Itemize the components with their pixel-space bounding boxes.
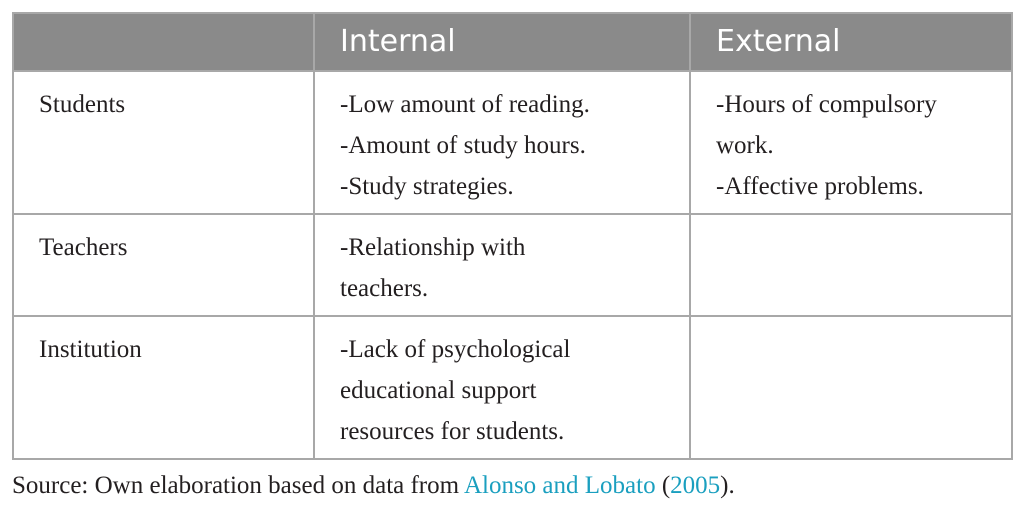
cell-line: -Relationship with (340, 234, 526, 261)
source-open-paren: ( (655, 472, 671, 499)
cell-line: -Amount of study hours. (340, 132, 586, 159)
row-label-institution (13, 316, 314, 459)
source-note (12, 470, 735, 502)
header-empty-cell (13, 13, 314, 71)
external-cell-institution (690, 316, 1012, 459)
table-header (13, 13, 1012, 71)
cell-line: -Lack of psychological (340, 336, 571, 363)
cell-line: -Study strategies. (340, 173, 514, 200)
citation-authors-link[interactable]: Alonso and Lobato (463, 472, 656, 499)
cell-line: -Low amount of reading. (340, 91, 590, 118)
table-row-teachers (13, 214, 1012, 316)
external-cell-teachers (690, 214, 1012, 316)
row-label-text: Institution (39, 336, 142, 363)
table-row-students (13, 71, 1012, 214)
header-external: External (690, 13, 1012, 71)
cell-line: -Hours of compulsory (716, 91, 937, 118)
cell-line: resources for students. (340, 418, 565, 445)
header-row (13, 13, 1012, 71)
internal-cell-students (314, 71, 690, 214)
header-internal: Internal (314, 13, 690, 71)
cell-line: teachers. (340, 275, 429, 302)
factors-table (12, 12, 1013, 460)
cell-line: -Affective problems. (716, 173, 924, 200)
row-label-students (13, 71, 314, 214)
table-row-institution (13, 316, 1012, 459)
source-prefix: Source: Own elaboration based on data from (12, 472, 464, 499)
citation-year-link[interactable]: 2005 (670, 472, 721, 499)
row-label-teachers (13, 214, 314, 316)
internal-cell-teachers (314, 214, 690, 316)
cell-line: educational support (340, 377, 537, 404)
internal-cell-institution (314, 316, 690, 459)
source-close: ). (720, 472, 735, 499)
row-label-text: Teachers (39, 234, 128, 261)
external-cell-students (690, 71, 1012, 214)
row-label-text: Students (39, 91, 126, 118)
cell-line: work. (716, 132, 774, 159)
table-body (13, 71, 1012, 459)
